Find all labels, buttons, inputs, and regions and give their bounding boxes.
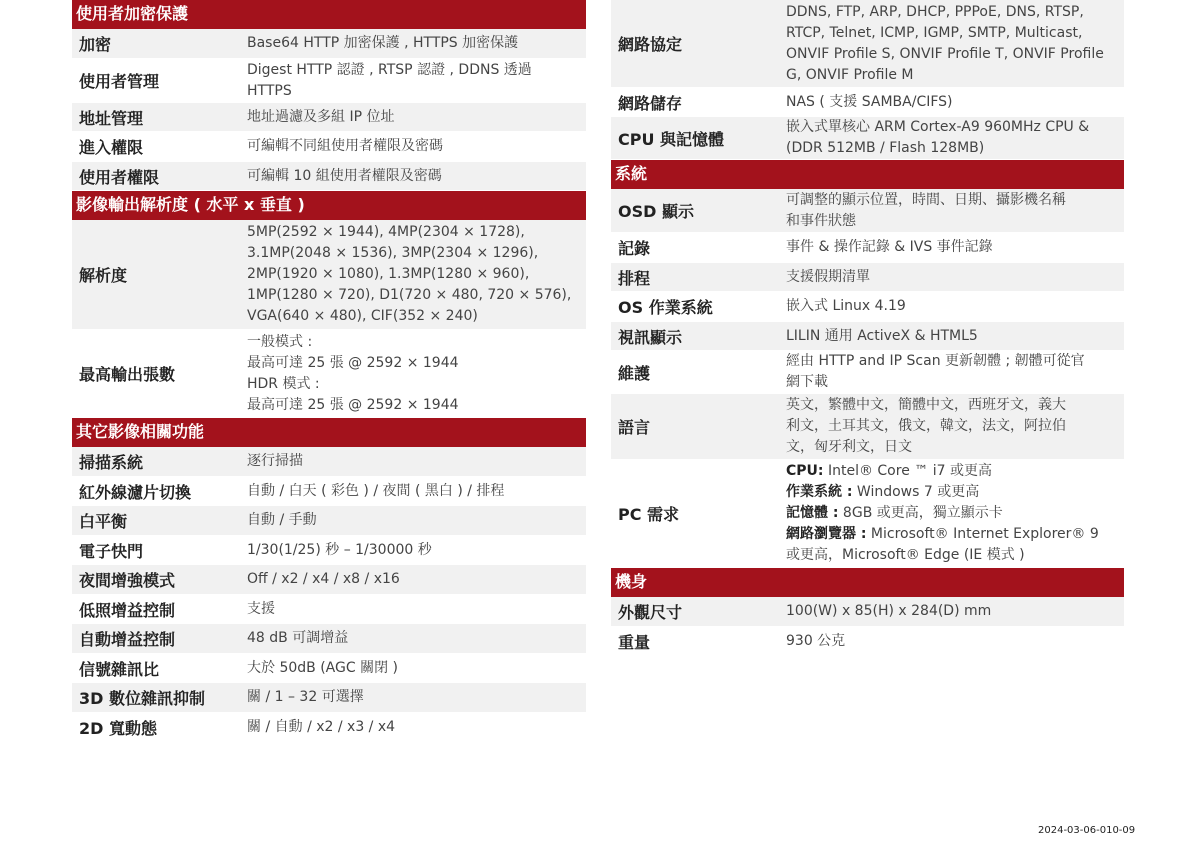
spec-label: 夜間增強模式: [79, 571, 176, 590]
spec-value: [247, 536, 586, 564]
spec-value: [247, 103, 586, 131]
spec-label: OS 作業系統: [618, 298, 713, 317]
spec-value: [247, 220, 586, 329]
spec-row: [72, 624, 586, 654]
spec-value-line: 5MP(2592 × 1944), 4MP(2304 × 1728),: [247, 224, 525, 240]
spec-label: 電子快門: [79, 541, 144, 561]
spec-value-line: 文，匈牙利文，日文: [786, 439, 912, 455]
spec-value-key: CPU:: [786, 463, 824, 479]
spec-value-line: 2MP(1920 × 1080), 1.3MP(1280 × 960),: [247, 266, 530, 282]
spec-value: [786, 263, 1124, 291]
spec-row: [611, 263, 1124, 292]
spec-value-line: HTTPS: [247, 82, 292, 99]
spec-row: [611, 0, 1124, 88]
spec-value-line: 經由 HTTP and IP Scan 更新韌體 ; 韌體可從官: [786, 353, 1085, 369]
spec-value: [786, 322, 1124, 350]
spec-value: [786, 460, 1124, 567]
spec-row: [72, 330, 586, 418]
spec-value-line: 3.1MP(2048 × 1536), 3MP(2304 × 1296),: [247, 245, 539, 261]
spec-value-line: DDNS, FTP, ARP, DHCP, PPPoE, DNS, RTSP,: [786, 3, 1084, 20]
document-code: 2024-03-06-010-09: [1038, 825, 1136, 836]
spec-row: [72, 103, 586, 132]
spec-value: [247, 447, 586, 476]
spec-label: 視訊顯示: [618, 327, 683, 347]
spec-value-line: 48 dB 可調增益: [247, 630, 349, 646]
spec-row: [611, 189, 1124, 233]
spec-row: [611, 322, 1124, 351]
spec-value-line: 最高可達 25 張 @ 2592 × 1944: [247, 354, 459, 371]
spec-value-key: 記憶體 :: [786, 505, 839, 521]
spec-label: 語言: [618, 418, 651, 437]
spec-label: 使用者權限: [79, 167, 160, 187]
spec-row: [72, 29, 586, 59]
spec-label: 2D 寬動態: [79, 718, 157, 738]
spec-row: [72, 447, 586, 477]
spec-value: [247, 683, 586, 712]
spec-value-line: HDR 模式 :: [247, 375, 320, 392]
spec-value-line: 一般模式 :: [247, 333, 313, 350]
spec-row: [611, 460, 1124, 568]
spec-value: [786, 0, 1124, 87]
spec-value-line: ONVIF Profile S, ONVIF Profile T, ONVIF Profile: [786, 45, 1104, 62]
spec-value-line: 作業系統 : Windows 7 或更高: [786, 484, 980, 500]
spec-value-line: Base64 HTTP 加密保護 , HTTPS 加密保護: [247, 35, 519, 51]
spec-value-line: 和事件狀態: [786, 212, 856, 229]
spec-label: 白平衡: [79, 512, 128, 531]
spec-label: 掃描系統: [79, 453, 144, 472]
spec-value-line: 嵌入式 Linux 4.19: [786, 298, 906, 314]
spec-value: [247, 59, 586, 102]
spec-value-line: 利文，土耳其文，俄文，韓文，法文，阿拉伯: [786, 418, 1066, 434]
spec-value-line: 可編輯不同組使用者權限及密碼: [247, 138, 443, 154]
spec-label: 網路儲存: [618, 93, 683, 113]
spec-value-line: 可調整的顯示位置，時間、日期、攝影機名稱: [786, 191, 1066, 208]
spec-row: [611, 88, 1124, 117]
spec-value-line: 記憶體 : 8GB 或更高，獨立顯示卡: [786, 505, 1003, 521]
spec-value: [247, 477, 586, 505]
spec-row: [72, 713, 586, 742]
spec-label: 使用者管理: [79, 72, 160, 91]
spec-value: [786, 189, 1124, 232]
spec-value: [247, 506, 586, 535]
spec-value-line: 1MP(1280 × 720), D1(720 × 480, 720 × 576),: [247, 287, 572, 303]
spec-value: [247, 595, 586, 623]
spec-value-line: 自動 / 手動: [247, 512, 317, 528]
left-spec-column: [72, 0, 586, 742]
spec-value-key: 網路瀏覽器 :: [786, 526, 867, 542]
spec-row: [611, 292, 1124, 322]
spec-value-line: 英文，繁體中文，簡體中文，西班牙文，義大: [786, 397, 1066, 413]
spec-value-key: 作業系統 :: [786, 484, 853, 500]
spec-value-line: G, ONVIF Profile M: [786, 66, 914, 83]
spec-value-line: 地址過濾及多組 IP 位址: [247, 108, 395, 125]
spec-value: [786, 88, 1124, 116]
spec-label: 外觀尺寸: [618, 603, 683, 622]
spec-label: 最高輸出張數: [79, 365, 176, 384]
spec-value-line: 支援假期清單: [786, 268, 870, 285]
spec-label: 低照增益控制: [79, 600, 176, 620]
spec-value: [247, 624, 586, 653]
spec-label: 記錄: [618, 239, 651, 258]
spec-value-line: 或更高，Microsoft® Edge (IE 模式 ): [786, 547, 1025, 563]
section-header: 其它影像相關功能: [72, 418, 586, 447]
section-header: 使用者加密保護: [72, 0, 586, 29]
spec-value: [786, 233, 1124, 262]
spec-value-line: Off / x2 / x4 / x8 / x16: [247, 571, 400, 587]
spec-value-line: 嵌入式單核心 ARM Cortex-A9 960MHz CPU &: [786, 119, 1090, 135]
spec-value: [786, 351, 1124, 393]
spec-value: [786, 292, 1124, 321]
spec-label: 排程: [618, 268, 651, 288]
spec-label: PC 需求: [618, 505, 680, 524]
spec-value-line: CPU: Intel® Core ™ i7 或更高: [786, 463, 992, 479]
spec-value: [786, 627, 1124, 655]
spec-value-line: LILIN 通用 ActiveX & HTML5: [786, 327, 978, 344]
section-header: 影像輸出解析度 ( 水平 x 垂直 ): [72, 191, 586, 220]
spec-value-line: 網下載: [786, 374, 828, 390]
spec-label: 重量: [618, 632, 651, 652]
spec-value-line: NAS ( 支援 SAMBA/CIFS): [786, 93, 953, 110]
spec-row: [611, 627, 1124, 656]
spec-label: 加密: [79, 35, 112, 54]
spec-value-line: RTCP, Telnet, ICMP, IGMP, SMTP, Multicast,: [786, 24, 1083, 41]
spec-value: [247, 654, 586, 682]
spec-label: 信號雜訊比: [79, 659, 160, 679]
spec-value: [247, 565, 586, 594]
spec-label: 地址管理: [79, 108, 144, 128]
spec-value-line: (DDR 512MB / Flash 128MB): [786, 140, 985, 156]
spec-value-line: 事件 & 操作記錄 & IVS 事件記錄: [786, 239, 993, 255]
spec-row: [72, 683, 586, 713]
spec-row: [611, 597, 1124, 627]
spec-value-line: 關 / 自動 / x2 / x3 / x4: [247, 718, 396, 735]
spec-value-line: 930 公克: [786, 632, 846, 649]
spec-row: [72, 477, 586, 506]
spec-value-line: Digest HTTP 認證 , RTSP 認證 , DDNS 透過: [247, 61, 532, 78]
spec-row: [72, 506, 586, 536]
spec-row: [72, 565, 586, 595]
spec-value: [786, 597, 1124, 626]
spec-row: [611, 233, 1124, 263]
spec-label: 自動增益控制: [79, 630, 176, 649]
spec-row: [611, 117, 1124, 160]
section-header: 機身: [611, 568, 1124, 597]
spec-row: [72, 220, 586, 330]
spec-label: 紅外線濾片切換: [79, 482, 192, 502]
spec-value: [247, 713, 586, 741]
spec-value-line: 100(W) x 85(H) x 284(D) mm: [786, 603, 992, 619]
spec-value: [786, 117, 1124, 159]
section-header: 系統: [611, 160, 1124, 189]
spec-value-line: 網路瀏覽器 : Microsoft® Internet Explorer® 9: [786, 526, 1099, 542]
spec-row: [611, 351, 1124, 394]
spec-row: [72, 132, 586, 162]
spec-value-line: 1/30(1/25) 秒 – 1/30000 秒: [247, 541, 432, 558]
spec-value-line: 最高可達 25 張 @ 2592 × 1944: [247, 396, 459, 413]
spec-value-line: 支援: [247, 600, 275, 617]
spec-row: [72, 654, 586, 683]
spec-label: 網路協定: [618, 35, 683, 54]
spec-value-line: 逐行掃描: [247, 453, 303, 469]
spec-value-line: 可編輯 10 組使用者權限及密碼: [247, 167, 442, 184]
spec-value-line: 自動 / 白天 ( 彩色 ) / 夜間 ( 黑白 ) / 排程: [247, 482, 505, 499]
spec-row: [72, 595, 586, 624]
spec-label: CPU 與記憶體: [618, 129, 725, 149]
right-spec-column: [611, 0, 1124, 656]
spec-label: 維護: [618, 363, 651, 383]
spec-label: 解析度: [79, 266, 128, 285]
spec-label: 3D 數位雜訊抑制: [79, 689, 205, 708]
spec-label: OSD 顯示: [618, 202, 694, 221]
spec-value: [247, 132, 586, 161]
spec-row: [72, 536, 586, 565]
spec-value-line: VGA(640 × 480), CIF(352 × 240): [247, 308, 478, 324]
spec-value: [247, 162, 586, 190]
spec-row: [72, 162, 586, 191]
spec-row: [611, 394, 1124, 460]
spec-row: [72, 59, 586, 103]
spec-value: [247, 330, 586, 417]
spec-value-line: 關 / 1 – 32 可選擇: [247, 689, 364, 705]
spec-label: 進入權限: [79, 138, 144, 157]
spec-value: [247, 29, 586, 58]
spec-value: [786, 394, 1124, 459]
spec-value-line: 大於 50dB (AGC 關閉 ): [247, 659, 398, 676]
